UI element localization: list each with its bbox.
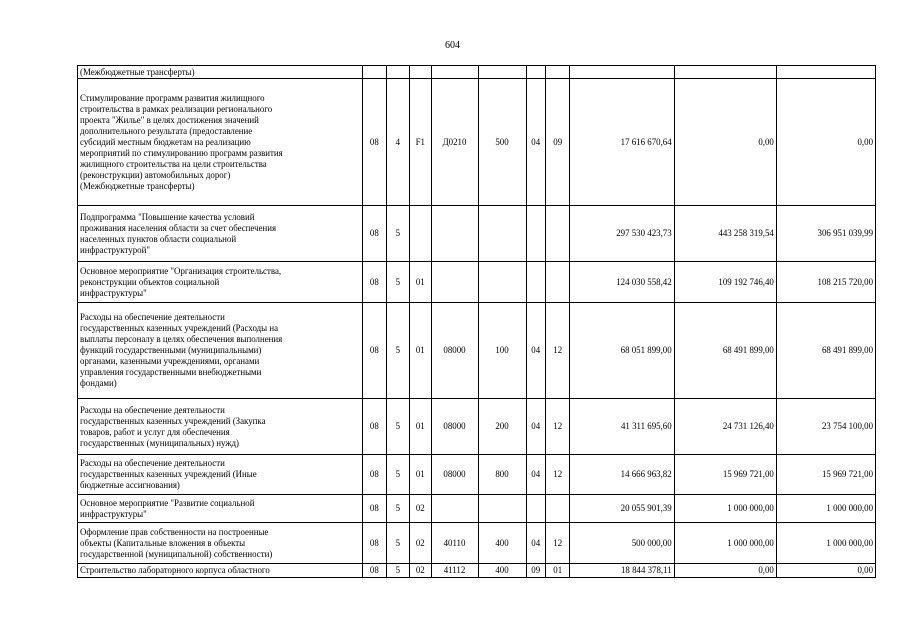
row-name: Расходы на обеспечение деятельности государственных казенных учреждений (Расходы на выплаты персоналу в целях обеспечения выполнения функций государственными (муниципальными) органами, казенными учреждениями, органами управления государственными внебюджетными фондами) [78,303,363,399]
code-expense-type: 400 [478,564,526,578]
amount-year-1: 17 616 670,64 [570,79,674,206]
amount-year-3: 0,00 [776,564,875,578]
code-om: 02 [410,523,431,564]
amount-year-3: 306 951 039,99 [776,206,875,262]
code-pp: 4 [386,79,410,206]
table-row [78,523,876,564]
amount-year-2: 24 731 126,40 [674,399,776,455]
code-expense-type [478,66,526,79]
code-pp: 5 [386,262,410,303]
row-name: (Межбюджетные трансферты) [78,66,363,79]
code-pp: 5 [386,206,410,262]
code-gp: 08 [363,564,387,578]
code-section: 04 [526,523,545,564]
budget-table [77,65,876,578]
code-section: 04 [526,79,545,206]
code-subsection: 01 [545,564,570,578]
code-section: 04 [526,303,545,399]
table-row [78,455,876,495]
amount-year-1: 68 051 899,00 [570,303,674,399]
code-subsection: 12 [545,455,570,495]
code-om [410,66,431,79]
table-row [78,66,876,79]
table-row [78,303,876,399]
amount-year-3: 1 000 000,00 [776,523,875,564]
code-gp: 08 [363,303,387,399]
table-row [78,564,876,578]
code-expense-type [478,262,526,303]
code-section [526,262,545,303]
table-row [78,399,876,455]
row-name: Оформление прав собственности на построенные объекты (Капитальные вложения в объекты государственной (муниципальной) собственности) [78,523,363,564]
code-pp: 5 [386,455,410,495]
code-section: 09 [526,564,545,578]
code-section: 04 [526,455,545,495]
amount-year-3: 15 969 721,00 [776,455,875,495]
code-gp: 08 [363,206,387,262]
code-direction [431,206,478,262]
code-subsection: 12 [545,303,570,399]
amount-year-3: 1 000 000,00 [776,495,875,523]
code-gp: 08 [363,399,387,455]
row-name: Основное мероприятие "Развитие социальной инфраструктуры" [78,495,363,523]
code-subsection: 12 [545,399,570,455]
code-pp: 5 [386,303,410,399]
code-direction: 40110 [431,523,478,564]
code-subsection [545,495,570,523]
code-subsection [545,262,570,303]
code-direction: 08000 [431,455,478,495]
amount-year-2: 0,00 [674,564,776,578]
code-direction [431,262,478,303]
row-name: Строительство лабораторного корпуса областного [78,564,363,578]
amount-year-2 [674,66,776,79]
code-gp: 08 [363,495,387,523]
amount-year-3: 108 215 720,00 [776,262,875,303]
amount-year-1: 14 666 963,82 [570,455,674,495]
code-expense-type: 500 [478,79,526,206]
code-section [526,206,545,262]
code-gp: 08 [363,523,387,564]
code-direction: Д0210 [431,79,478,206]
code-expense-type [478,206,526,262]
code-pp [386,66,410,79]
amount-year-1: 500 000,00 [570,523,674,564]
code-subsection [545,66,570,79]
code-subsection [545,206,570,262]
table-row [78,79,876,206]
amount-year-2: 0,00 [674,79,776,206]
code-expense-type: 400 [478,523,526,564]
amount-year-1 [570,66,674,79]
code-expense-type: 800 [478,455,526,495]
code-om: 02 [410,495,431,523]
amount-year-1: 20 055 901,39 [570,495,674,523]
code-section [526,66,545,79]
code-pp: 5 [386,495,410,523]
row-name: Стимулирование программ развития жилищного строительства в рамках реализации регионального проекта "Жилье" в целях достижения значений дополнительного результата (предоставление субсидий местным бюджетам на реализацию мероприятий по стимулированию программ развития жилищного строительства на цели строительства (реконструкции) автомобильных дорог) (Межбюджетные трансферты) [78,79,363,206]
table-row [78,206,876,262]
code-expense-type [478,495,526,523]
code-om [410,206,431,262]
amount-year-1: 18 844 378,11 [570,564,674,578]
page-number: 604 [445,40,460,51]
amount-year-1: 124 030 558,42 [570,262,674,303]
code-direction [431,495,478,523]
row-name: Подпрограмма "Повышение качества условий проживания населения области за счет обеспечения населенных пунктов области социальной инфраструктурой" [78,206,363,262]
amount-year-3: 0,00 [776,79,875,206]
code-om: 01 [410,455,431,495]
table-row [78,495,876,523]
row-name: Расходы на обеспечение деятельности государственных казенных учреждений (Иные бюджетные ассигнования) [78,455,363,495]
amount-year-3: 68 491 899,00 [776,303,875,399]
code-subsection: 09 [545,79,570,206]
amount-year-1: 297 530 423,73 [570,206,674,262]
code-om: 02 [410,564,431,578]
code-direction: 41112 [431,564,478,578]
code-section: 04 [526,399,545,455]
code-om: 01 [410,262,431,303]
row-name: Основное мероприятие "Организация строительства, реконструкции объектов социальной инфраструктуры" [78,262,363,303]
code-gp [363,66,387,79]
amount-year-2: 68 491 899,00 [674,303,776,399]
code-direction: 08000 [431,303,478,399]
code-om: 01 [410,399,431,455]
code-gp: 08 [363,262,387,303]
code-gp: 08 [363,79,387,206]
code-pp: 5 [386,399,410,455]
amount-year-2: 443 258 319,54 [674,206,776,262]
code-direction [431,66,478,79]
code-pp: 5 [386,523,410,564]
amount-year-3: 23 754 100,00 [776,399,875,455]
amount-year-2: 1 000 000,00 [674,495,776,523]
code-om: F1 [410,79,431,206]
code-gp: 08 [363,455,387,495]
code-pp: 5 [386,564,410,578]
row-name: Расходы на обеспечение деятельности государственных казенных учреждений (Закупка товаров, работ и услуг для обеспечения государственных (муниципальных) нужд) [78,399,363,455]
amount-year-2: 1 000 000,00 [674,523,776,564]
amount-year-2: 15 969 721,00 [674,455,776,495]
code-direction: 08000 [431,399,478,455]
code-expense-type: 200 [478,399,526,455]
code-subsection: 12 [545,523,570,564]
table-row [78,262,876,303]
amount-year-3 [776,66,875,79]
code-om: 01 [410,303,431,399]
amount-year-1: 41 311 695,60 [570,399,674,455]
code-section [526,495,545,523]
code-expense-type: 100 [478,303,526,399]
budget-table-body [78,66,876,578]
amount-year-2: 109 192 746,40 [674,262,776,303]
